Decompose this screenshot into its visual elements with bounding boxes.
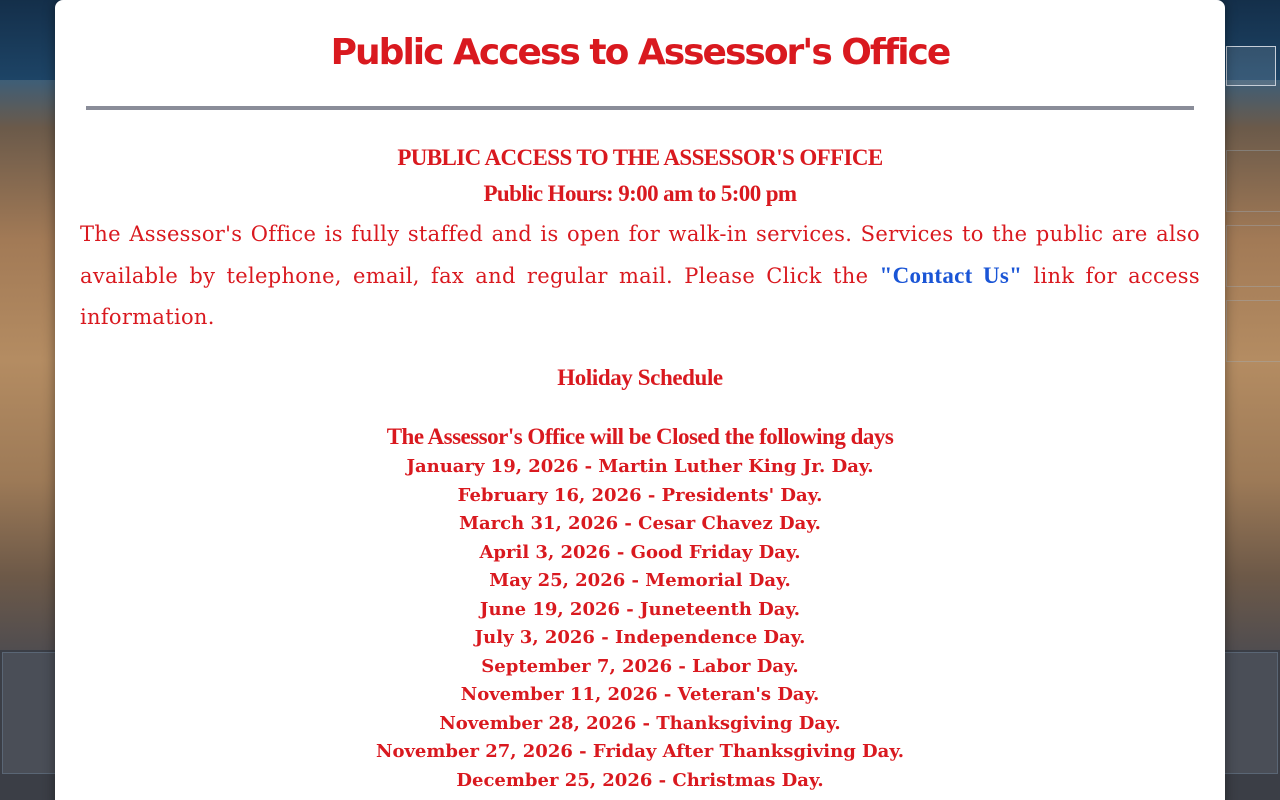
holiday-item: November 11, 2026 - Veteran's Day. (460, 684, 820, 705)
holiday-item: June 19, 2026 - Juneteenth Day. (479, 598, 801, 620)
section-heading: PUBLIC ACCESS TO THE ASSESSOR'S OFFICE (397, 145, 883, 170)
holiday-item: November 27, 2026 - Friday After Thanksgiving Day. (376, 741, 904, 762)
holiday-item: February 16, 2026 - Presidents' Day. (457, 484, 823, 506)
holiday-item: May 25, 2026 - Memorial Day. (489, 570, 791, 591)
holiday-item: November 28, 2026 - Thanksgiving Day. (439, 712, 841, 734)
title-divider (86, 106, 1194, 110)
paragraph-text-before: The Assessor's Office is fully staffed and is open for walk-in services. Services to the public are also available by telephone, email, fax and regular mail. Please Click the (80, 222, 1200, 288)
access-paragraph (80, 214, 1200, 338)
paragraph-text-after: link for access information. (80, 264, 1200, 329)
holiday-item: March 31, 2026 - Cesar Chavez Day. (459, 513, 821, 534)
holiday-item: December 25, 2026 - Christmas Day. (456, 769, 824, 791)
modal-content (80, 142, 1200, 795)
modal-title: Public Access to Assessor's Office (330, 32, 950, 73)
contact-us-link[interactable]: "Contact Us" (879, 263, 1023, 288)
holiday-list (80, 453, 1200, 795)
holiday-schedule-title: Holiday Schedule (557, 365, 723, 390)
holiday-item: January 19, 2026 - Martin Luther King Jr. Day. (406, 456, 874, 477)
holiday-item: April 3, 2026 - Good Friday Day. (479, 541, 801, 563)
background-search-box (1226, 46, 1276, 86)
holiday-item: July 3, 2026 - Independence Day. (474, 627, 806, 648)
holiday-item: September 7, 2026 - Labor Day. (481, 655, 799, 677)
public-hours: Public Hours: 9:00 am to 5:00 pm (483, 181, 797, 206)
closed-days-title: The Assessor's Office will be Closed the following days (386, 424, 894, 449)
info-modal (55, 0, 1225, 800)
background-side-panels (1226, 150, 1280, 650)
